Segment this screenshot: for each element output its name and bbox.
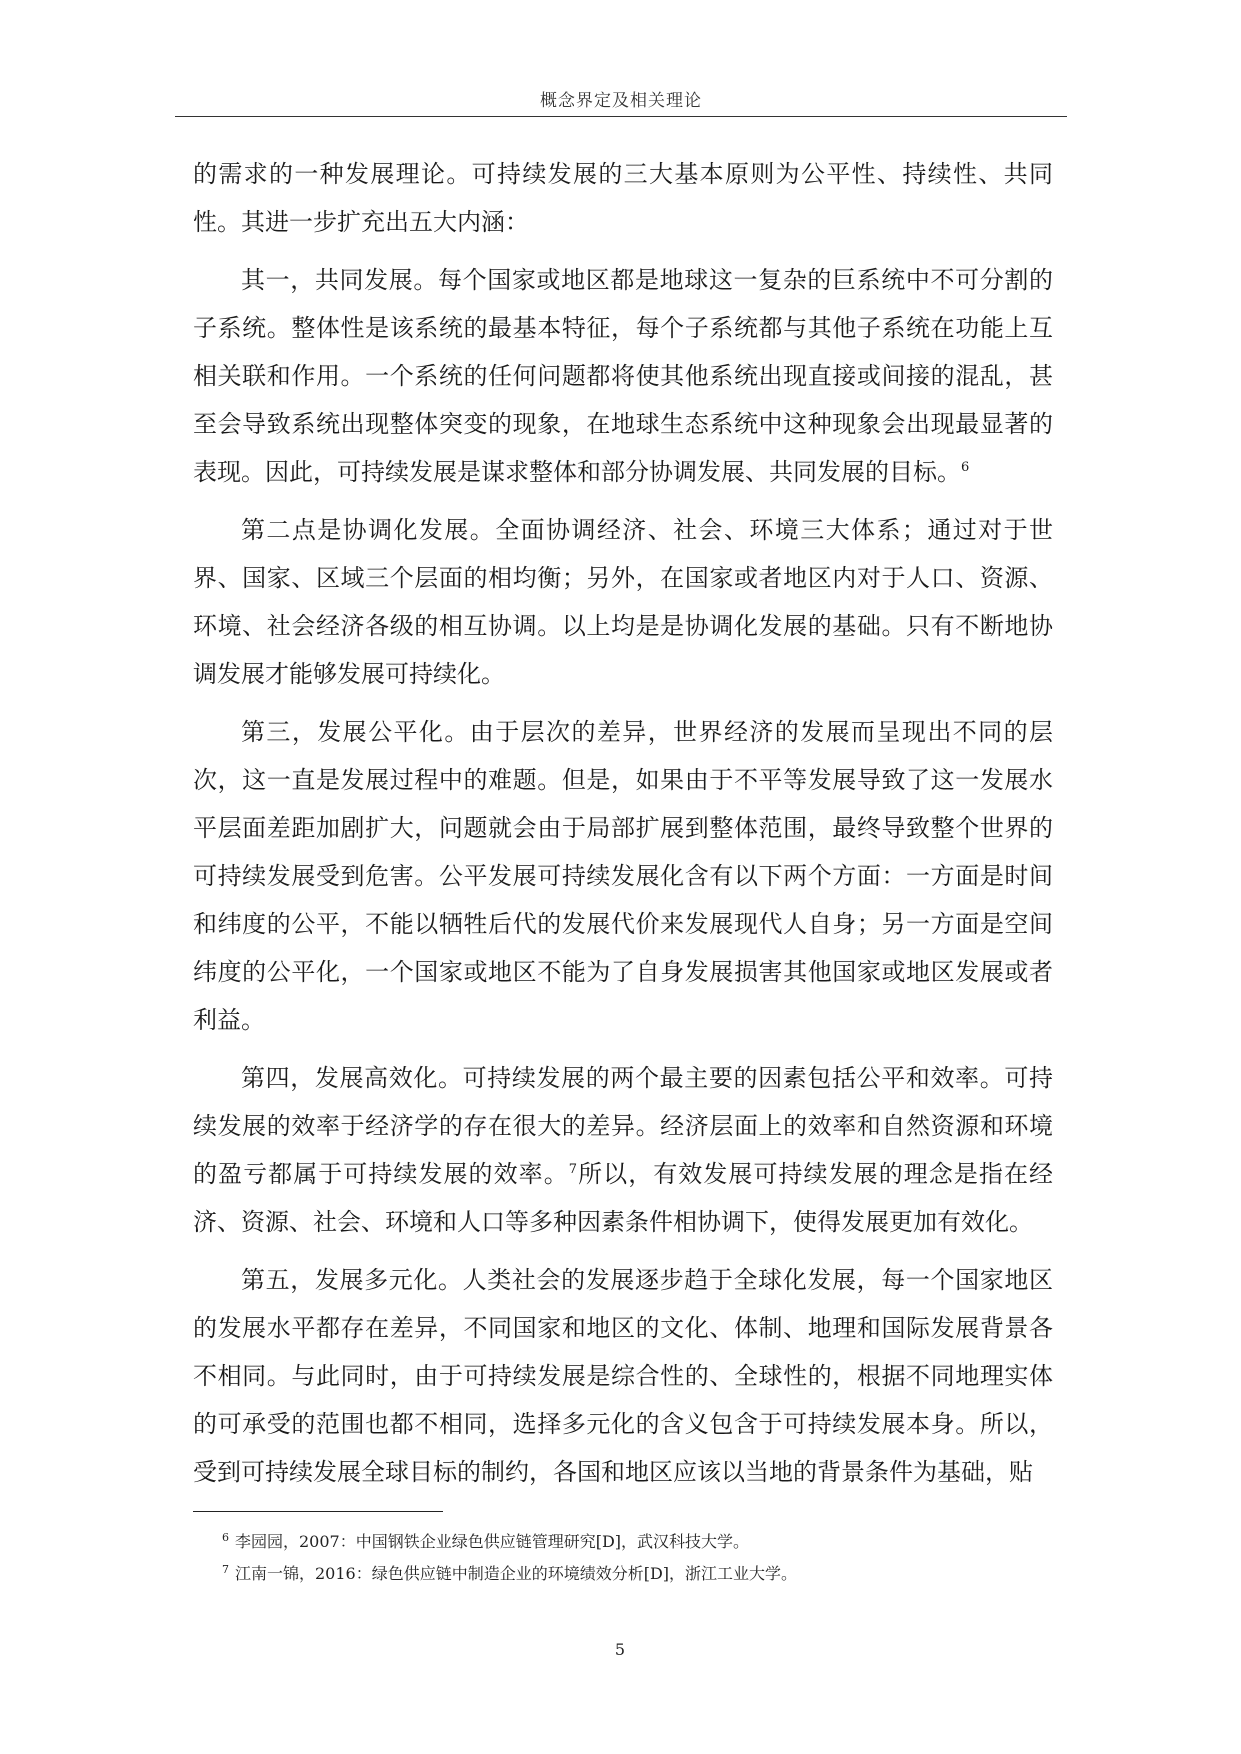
page-number: 5	[614, 1640, 626, 1659]
footnotes	[222, 1526, 1042, 1590]
running-header: 概念界定及相关理论	[540, 91, 702, 111]
paragraph-coordinated-development	[193, 506, 1053, 698]
footnote-6	[222, 1526, 1042, 1558]
paragraph-text: 第二点是协调化发展。全面协调经济、社会、环境三大体系；通过对于世界、国家、区域三个层面的相均衡；另外，在国家或者地区内对于人口、资源、环境、社会经济各级的相互协调。以上均是是协调化发展的基础。只有不断地协调发展才能够发展可持续化。	[193, 516, 1053, 688]
paragraph-intro	[193, 150, 1053, 246]
paragraph-efficient-development	[193, 1054, 1053, 1246]
paragraph-text: 其一，共同发展。每个国家或地区都是地球这一复杂的巨系统中不可分割的子系统。整体性是该系统的最基本特征，每个子系统都与其他子系统在功能上互相关联和作用。一个系统的任何问题都将使其他系统出现直接或间接的混乱，甚至会导致系统出现整体突变的现象，在地球生态系统中这种现象会出现最显著的表现。因此，可持续发展是谋求整体和部分协调发展、共同发展的目标。	[193, 266, 1053, 486]
footnote-ref-7[interactable]: 7	[568, 1162, 578, 1177]
header-divider	[175, 116, 1067, 117]
footnote-text: 江南一锦，2016：绿色供应链中制造企业的环境绩效分析[D]，浙江工业大学。	[235, 1564, 798, 1583]
paragraph-text: 第五，发展多元化。人类社会的发展逐步趋于全球化发展，每一个国家地区的发展水平都存在差异，不同国家和地区的文化、体制、地理和国际发展背景各不相同。与此同时，由于可持续发展是综合性的、全球性的，根据不同地理实体的可承受的范围也都不相同，选择多元化的含义包含于可持续发展本身。所以，受到可持续发展全球目标的制约，各国和地区应该以当地的背景条件为基础，贴	[193, 1266, 1053, 1486]
body-text	[193, 150, 1053, 1496]
paragraph-fair-development	[193, 708, 1053, 1044]
footnote-7	[222, 1558, 1042, 1590]
footnote-divider	[193, 1511, 443, 1512]
footnote-ref-6[interactable]: 6	[961, 460, 970, 475]
paragraph-text: 第四，发展高效化。可持续发展的两个最主要的因素包括公平和效率。可持续发展的效率于经济学的存在很大的差异。经济层面上的效率和自然资源和环境的盈亏都属于可持续发展的效率。	[193, 1064, 1053, 1188]
paragraph-diverse-development	[193, 1256, 1053, 1496]
paragraph-common-development	[193, 256, 1053, 496]
footnote-mark: 6	[222, 1530, 229, 1544]
paragraph-text: 的需求的一种发展理论。可持续发展的三大基本原则为公平性、持续性、共同性。其进一步扩充出五大内涵：	[193, 160, 1053, 236]
paragraph-text: 第三，发展公平化。由于层次的差异，世界经济的发展而呈现出不同的层次，这一直是发展过程中的难题。但是，如果由于不平等发展导致了这一发展水平层面差距加剧扩大，问题就会由于局部扩展到整体范围，最终导致整个世界的可持续发展受到危害。公平发展可持续发展化含有以下两个方面：一方面是时间和纬度的公平，不能以牺牲后代的发展代价来发展现代人自身；另一方面是空间纬度的公平化，一个国家或地区不能为了自身发展损害其他国家或地区发展或者利益。	[193, 718, 1053, 1034]
paragraph-text: 所以，有效发展可持续发展的理念是指在经济、资源、社会、环境和人口等多种因素条件相协调下，使得发展更加有效化。	[193, 1160, 1054, 1236]
footnote-mark: 7	[222, 1562, 229, 1576]
footnote-text: 李园园，2007：中国钢铁企业绿色供应链管理研究[D]，武汉科技大学。	[235, 1532, 750, 1551]
